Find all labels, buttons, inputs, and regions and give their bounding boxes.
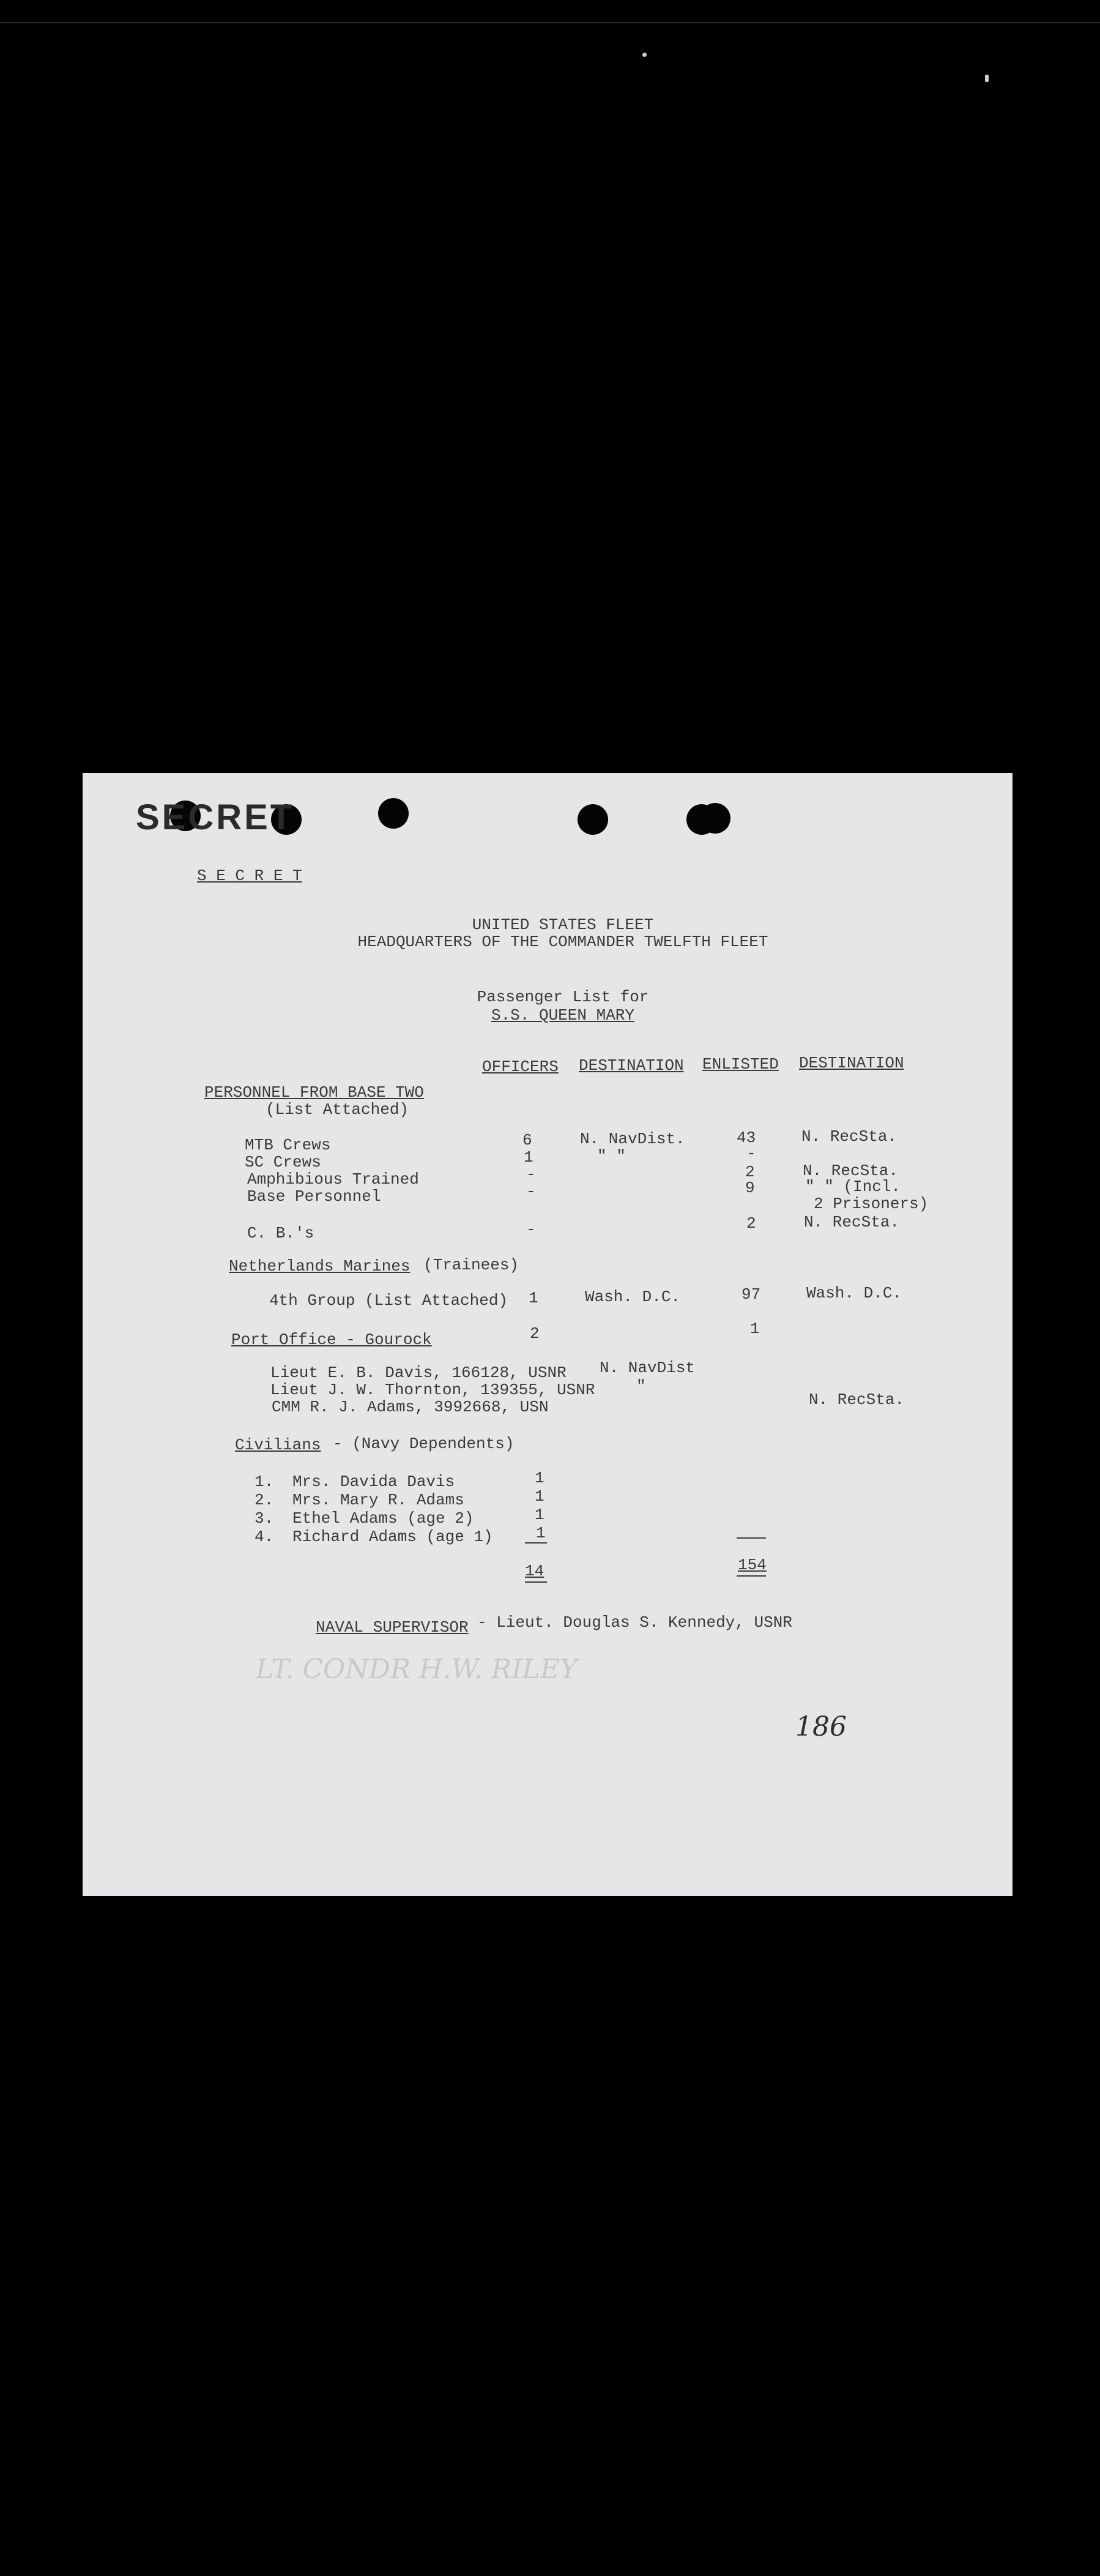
officer-name: Lieut J. W. Thornton, 139355, USNR: [270, 1381, 595, 1399]
row-label: Amphibious Trained: [247, 1170, 419, 1189]
row-officers: 1: [524, 1148, 533, 1167]
column-header-destination-2: DESTINATION: [799, 1054, 904, 1072]
punch-hole: [578, 804, 608, 835]
punch-hole: [378, 798, 409, 829]
civilian-name: Richard Adams (age 1): [292, 1528, 493, 1546]
row-officers: -: [526, 1182, 536, 1201]
row-enlisted: 1: [750, 1320, 760, 1338]
list-number: 1.: [255, 1473, 274, 1491]
row-enlisted: 2: [745, 1163, 755, 1181]
civilian-name: Ethel Adams (age 2): [292, 1509, 474, 1528]
total-officers: 14: [525, 1562, 544, 1580]
row-destination: " ": [597, 1147, 626, 1165]
supervisor-name: - Lieut. Douglas S. Kennedy, USNR: [477, 1613, 792, 1632]
row-destination: N. NavDist: [600, 1359, 696, 1377]
officer-name: Lieut E. B. Davis, 166128, USNR: [270, 1364, 567, 1382]
row-label: MTB Crews: [245, 1136, 331, 1154]
row-officers: 1: [536, 1524, 546, 1542]
page-number: 186: [795, 1711, 847, 1742]
classification-marking: S E C R E T: [197, 867, 302, 885]
row-label: C. B.'s: [247, 1224, 314, 1242]
supervisor-label: NAVAL SUPERVISOR: [316, 1618, 469, 1637]
section-note: - (Navy Dependents): [333, 1435, 515, 1453]
row-destination-2: " " (Incl.: [805, 1178, 901, 1196]
list-number: 2.: [255, 1491, 274, 1509]
section-heading: Netherlands Marines: [229, 1257, 411, 1275]
column-header-officers: OFFICERS: [482, 1058, 559, 1076]
row-enlisted: 9: [745, 1179, 755, 1197]
list-number: 3.: [255, 1509, 274, 1528]
section-heading: Port Office - Gourock: [231, 1331, 432, 1349]
civilian-name: Mrs. Mary R. Adams: [292, 1491, 464, 1509]
total-enlisted: 154: [738, 1556, 767, 1574]
film-speck: [642, 53, 647, 57]
row-officers: -: [526, 1165, 536, 1184]
org-line-2: HEADQUARTERS OF THE COMMANDER TWELFTH FLEET: [357, 933, 768, 951]
row-enlisted: 2: [746, 1214, 756, 1233]
section-heading: PERSONNEL FROM BASE TWO: [204, 1083, 424, 1102]
org-line-1: UNITED STATES FLEET: [472, 916, 654, 934]
punch-hole: [700, 803, 730, 834]
total-double-rule-enlisted: [737, 1575, 766, 1577]
row-destination: Wash. D.C.: [585, 1288, 681, 1306]
row-officers: 1: [529, 1289, 538, 1307]
list-number: 4.: [255, 1528, 274, 1546]
row-destination: N. NavDist.: [580, 1130, 685, 1148]
handwritten-note: LT. CONDR H.W. RILEY: [256, 1654, 578, 1685]
row-destination-2: Wash. D.C.: [806, 1284, 902, 1302]
section-note: (Trainees): [423, 1256, 519, 1274]
row-label: SC Crews: [245, 1153, 321, 1171]
row-enlisted: -: [746, 1144, 756, 1163]
title-line-2: S.S. QUEEN MARY: [491, 1006, 635, 1025]
row-officers: 1: [535, 1469, 544, 1487]
row-destination-2: N. RecSta.: [804, 1213, 900, 1231]
row-destination-2: N. RecSta.: [809, 1391, 905, 1409]
row-officers: 1: [535, 1487, 544, 1506]
row-officers: 2: [530, 1324, 540, 1343]
row-destination-ditto: ": [636, 1377, 646, 1395]
row-officers: 1: [535, 1506, 544, 1524]
section-note: (List Attached): [266, 1100, 409, 1119]
civilian-name: Mrs. Davida Davis: [292, 1473, 455, 1491]
row-officers: -: [526, 1220, 536, 1239]
row-label: 4th Group (List Attached): [269, 1291, 508, 1310]
row-label: Base Personnel: [247, 1187, 381, 1206]
row-destination-2-continued: 2 Prisoners): [814, 1195, 929, 1213]
row-destination-2: N. RecSta.: [803, 1162, 899, 1180]
officer-name: CMM R. J. Adams, 3992668, USN: [272, 1398, 549, 1416]
title-line-1: Passenger List for: [477, 988, 649, 1006]
total-rule-enlisted: [737, 1537, 766, 1539]
secret-stamp: SECRET: [136, 797, 295, 837]
total-double-rule-officers: [525, 1581, 547, 1583]
column-header-destination: DESTINATION: [579, 1056, 684, 1075]
film-speck: [985, 75, 989, 82]
total-rule-officers: [525, 1542, 547, 1544]
row-destination-2: N. RecSta.: [801, 1127, 897, 1146]
row-enlisted: 43: [737, 1129, 756, 1147]
column-header-enlisted: ENLISTED: [702, 1055, 779, 1073]
row-enlisted: 97: [741, 1285, 761, 1304]
film-edge-line: [0, 22, 1100, 23]
section-heading: Civilians: [235, 1436, 321, 1454]
row-officers: 6: [522, 1131, 532, 1149]
